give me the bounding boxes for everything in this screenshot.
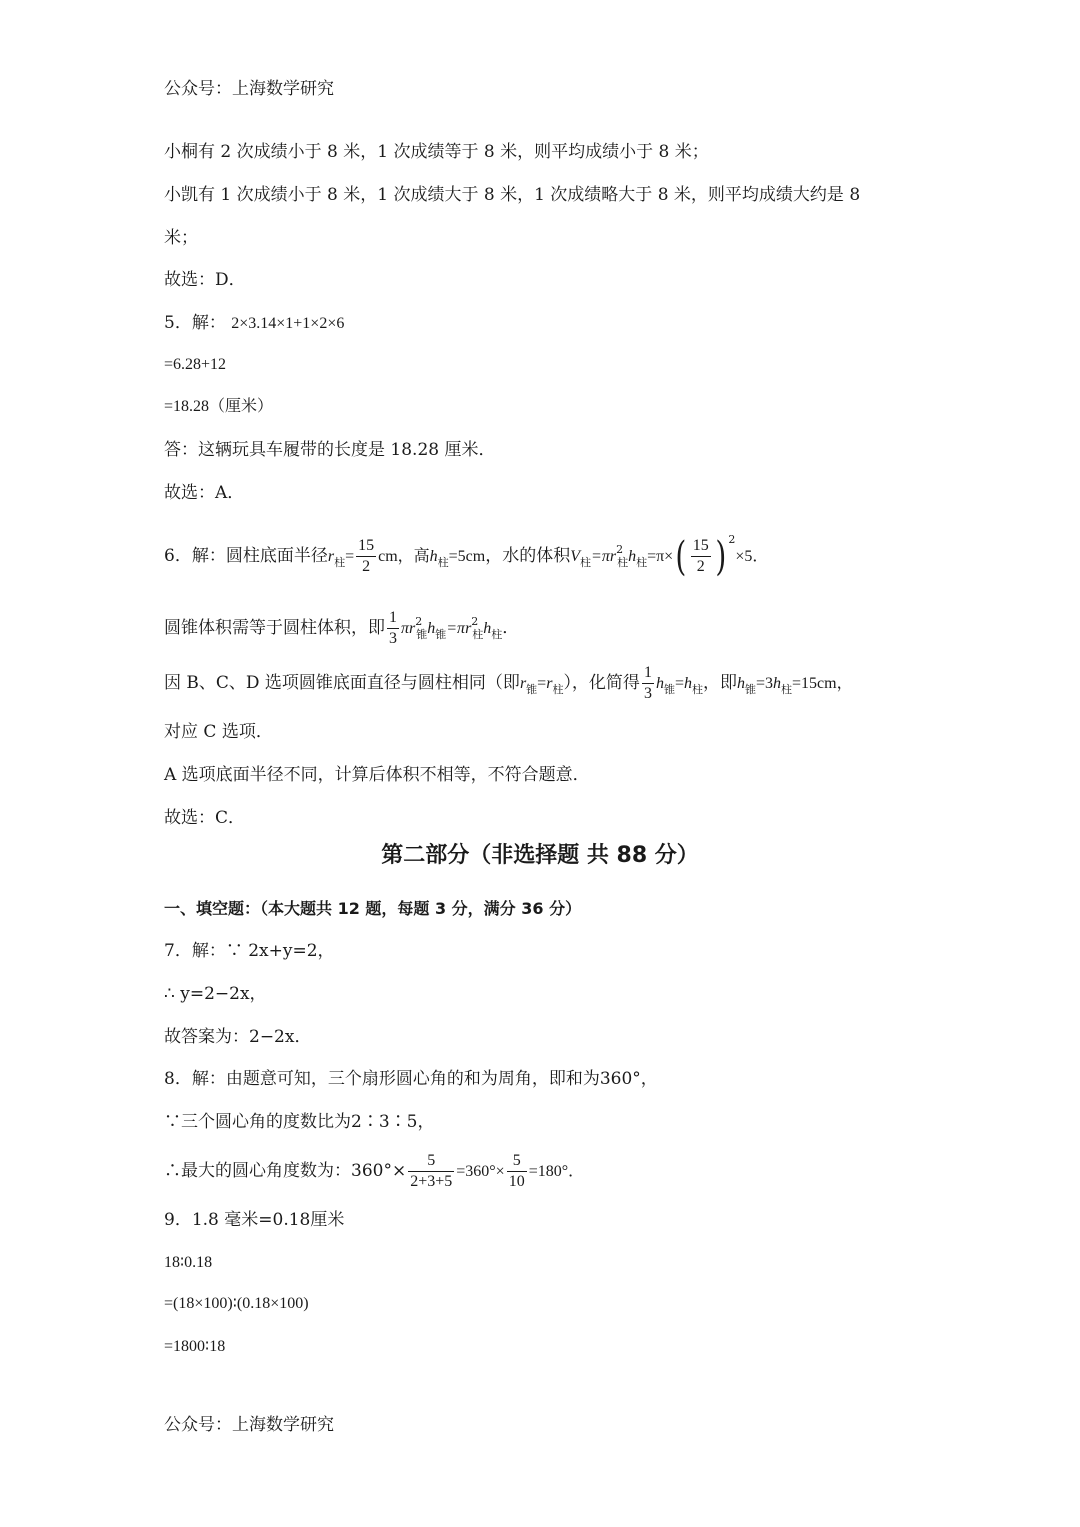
math-superscript: 2 (616, 543, 624, 556)
math-superscript: 2 (471, 615, 479, 628)
q6-line-4: 对应 C 选项． (164, 722, 273, 742)
fraction-num: 5 (512, 1152, 521, 1169)
q6-choice: 故选：C． (164, 808, 246, 828)
q5-step: =18.28（厘米） (164, 398, 274, 415)
fraction (356, 536, 376, 577)
fraction (691, 536, 711, 577)
math-op: = (537, 675, 547, 692)
q9-line: 9．1.8 毫米=0.18厘米 (164, 1210, 345, 1230)
q9-line: =1800∶18 (164, 1338, 226, 1355)
math-subscript: 柱 (636, 556, 648, 569)
math-expr: =15cm， (792, 675, 853, 692)
fraction-num: 1 (389, 609, 397, 626)
math-subscript: 锥 (526, 683, 538, 696)
q9-line: =(18×100)∶(0.18×100) (164, 1295, 309, 1312)
paren-right: ) (715, 533, 727, 580)
math-subscript: 柱 (491, 628, 503, 641)
q8-line-3 (164, 1148, 584, 1195)
math-expr: ×5． (735, 548, 769, 565)
text-line: 小凯有 1 次成绩小于 8 米，1 次成绩大于 8 米，1 次成绩略大于 8 米，则平均成绩大约是 8 (164, 185, 861, 205)
math-var: r (409, 620, 416, 637)
math-expr: =5cm (448, 548, 486, 565)
q6-text: ，即 (702, 673, 737, 693)
fraction-num: 15 (692, 537, 709, 554)
fraction-num: 1 (643, 664, 652, 681)
q5-label: 5．解： (164, 313, 226, 333)
math-var: h (655, 675, 664, 692)
q6-line-2 (164, 605, 519, 653)
fraction-num: 5 (427, 1152, 436, 1169)
page-footer: 公众号：上海数学研究 (164, 1415, 334, 1435)
section-heading: 第二部分（非选择题 共 88 分） (381, 843, 699, 868)
math-subscript: 柱 (617, 556, 629, 569)
q5-line (164, 311, 344, 336)
math-subscript: 柱 (552, 683, 564, 696)
q8-text: ∴最大的圆心角度数为：360°× (164, 1161, 407, 1181)
q8-line: ∵三个圆心角的度数比为2∶3∶5， (164, 1112, 435, 1132)
q6-text: ，水的体积 (485, 546, 571, 566)
math-expr: =π× (647, 548, 674, 565)
math-var: r (327, 548, 335, 565)
fraction-den: 10 (508, 1173, 525, 1190)
q5-answer: 答：这辆玩具车履带的长度是 18.28 厘米． (164, 440, 496, 460)
q6-text: 因 B、C、D 选项圆锥底面直径与圆柱相同（即 (164, 673, 520, 693)
q6-text: 圆锥体积需等于圆柱体积，即 (164, 618, 385, 638)
fraction (507, 1151, 527, 1192)
math-var: h (736, 675, 745, 692)
fraction-num: 15 (358, 537, 375, 554)
math-subscript: 柱 (437, 556, 449, 569)
fraction (642, 663, 654, 704)
text-line: 小桐有 2 次成绩小于 8 米，1 次成绩等于 8 米，则平均成绩小于 8 米； (164, 142, 709, 162)
math-expr: =πr (591, 548, 617, 565)
q6-line-3 (164, 660, 853, 708)
fraction-den: 3 (389, 630, 397, 647)
math-var: π (401, 620, 410, 637)
math-var: V (570, 548, 581, 565)
q6-line-5: A 选项底面半径不同，计算后体积不相等，不符合题意． (164, 765, 590, 785)
q7-line: ∴ y=2−2x， (164, 984, 267, 1004)
q9-line: 18∶0.18 (164, 1254, 213, 1271)
math-var: h (483, 620, 492, 637)
math-var: h (683, 675, 692, 692)
math-subscript: 柱 (781, 683, 792, 696)
q6-text: 6．解：圆柱底面半径 (164, 546, 328, 566)
math-op: = (674, 675, 684, 692)
q7-line: 7．解：∵ 2x+y=2， (164, 941, 335, 961)
subsection-heading: 一、填空题：（本大题共 12 题，每题 3 分，满分 36 分） (164, 899, 582, 918)
fraction (387, 608, 399, 649)
q7-line: 故答案为：2−2x． (164, 1027, 312, 1047)
fraction-den: 2 (691, 556, 711, 577)
math-subscript: 锥 (663, 683, 675, 696)
math-subscript: 柱 (472, 628, 484, 641)
math-superscript: 2 (728, 533, 736, 546)
math-expr: =πr (446, 620, 472, 637)
math-expr: =3 (755, 675, 773, 692)
fraction-den: 2+3+5 (410, 1173, 453, 1190)
q6-text: ），化简得 (563, 673, 640, 693)
math-var: h (628, 548, 637, 565)
page-header: 公众号：上海数学研究 (164, 79, 334, 99)
math-expr: =180°． (528, 1163, 585, 1180)
text-line: 米； (164, 228, 198, 248)
math-subscript: 锥 (744, 683, 756, 696)
math-var: r (546, 675, 553, 692)
q5-choice: 故选：A． (164, 483, 245, 503)
q6-text: ． (502, 618, 520, 638)
fraction (408, 1151, 454, 1192)
math-subscript: 柱 (580, 556, 592, 569)
math-var: h (773, 675, 781, 692)
math-var: r (519, 675, 527, 692)
math-op: = (345, 548, 355, 565)
q8-line: 8．解：由题意可知，三个扇形圆心角的和为周角，即和为360°， (164, 1069, 658, 1089)
math-subscript: 锥 (416, 628, 428, 641)
math-expr: =360°× (456, 1163, 505, 1180)
fraction-den: 2 (356, 556, 376, 577)
q6-text: cm，高 (378, 548, 430, 565)
fraction-den: 3 (643, 685, 652, 702)
q5-step: =6.28+12 (164, 356, 227, 373)
math-superscript: 2 (415, 615, 423, 628)
q6-line-1 (164, 533, 768, 581)
math-subscript: 锥 (435, 628, 447, 641)
q5-expr: 2×3.14×1+1×2×6 (231, 315, 345, 332)
paren-left: ( (675, 533, 687, 580)
text-line: 故选：D． (164, 270, 246, 290)
math-subscript: 柱 (334, 556, 346, 569)
math-var: h (427, 620, 436, 637)
math-var: h (429, 548, 438, 565)
math-subscript: 柱 (691, 683, 703, 696)
